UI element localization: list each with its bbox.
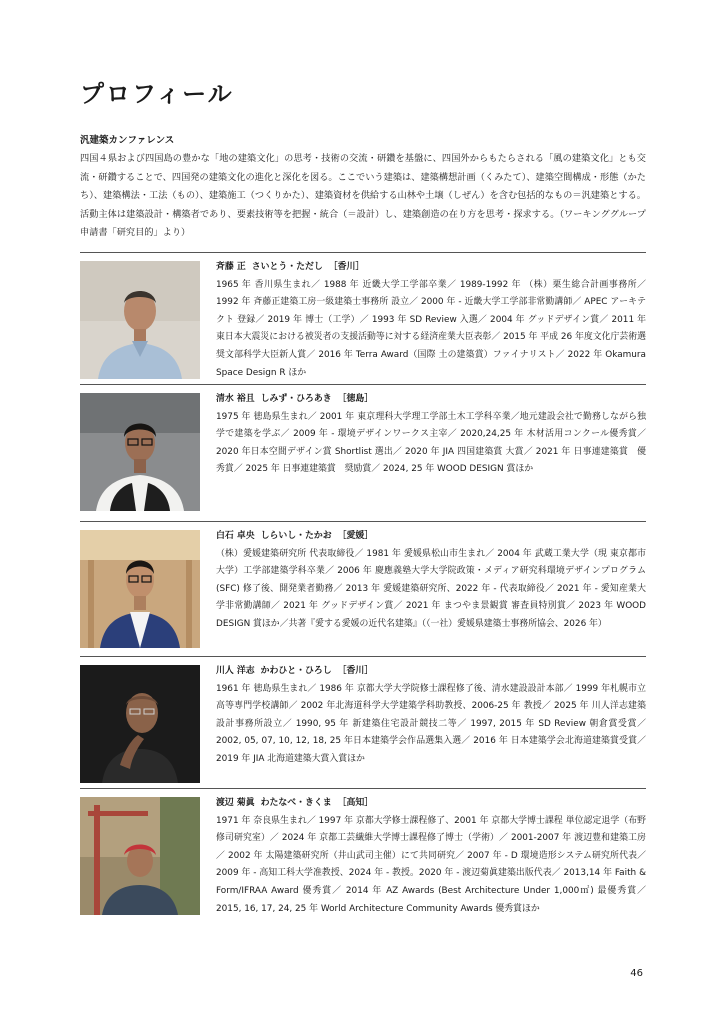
profile-name-line: [216, 795, 646, 813]
profile-entry: [80, 253, 646, 381]
profile-name: 白石 卓央: [216, 531, 255, 541]
profile-entry: [80, 522, 646, 650]
profile-bio: （株）愛媛建築研究所 代表取締役／ 1981 年 愛媛県松山市生まれ／ 2004 年 武蔵工業大学（現 東京都市大学）工学部建築学科卒業／ 2006 年 慶應義塾大学大学院政策・メディア研究科環境デザインプログラム (SFC) 修了後、開発業者勤務／ 2013 年 愛媛建築研究所、2022 年 - 代表取締役／ 2021 年 - 愛知産業大学非常勤講師／ 2021 年 グッドデザイン賞／ 2021 年 まつやま景観賞 審査員特別賞／ 2023 年 WOOD DESIGN 賞ほか／共著『愛する愛媛の近代名建築』（（一社）愛媛県建築士事務所協会、2026 年）: [216, 548, 646, 629]
profile-entry: [80, 789, 646, 939]
page-title: プロフィール: [80, 80, 234, 108]
profile-bio: 1965 年 香川県生まれ／ 1988 年 近畿大学工学部卒業／ 1989-1992 年 （株）栗生総合計画事務所／ 1992 年 斉藤正建築工房一級建築士事務所 設立／ 2000 年 - 近畿大学工学部非常勤講師／ APEC アーキテクト 登録／ 2019 年 博士（工学）／ 1993 年 SD Review 入選／ 2004 年 グッドデザイン賞／ 2011 年 東日本大震災における被災者の支援活動等に対する経済産業大臣表彰／ 2015 年 平成 26 年度文化庁芸術選奨文部科学大臣新人賞／ 2016 年 Terra Award（国際 土の建築賞）ファイナリスト／ 2022 年 Okamura Space Design R ほか: [216, 279, 646, 378]
portrait-photo: [80, 797, 200, 915]
profile-name-line: [216, 663, 646, 681]
page-number: 46: [630, 968, 643, 979]
profile-text: [216, 391, 646, 479]
intro-body: 四国４県および四国島の豊かな「地の建築文化」の思考・技術の交流・研鑽を基盤に、四国外からもたらされる「風の建築文化」とも交流・研鑽することで、四国発の建築文化の進化と深化を図る。ここでいう建築は、建築構想計画（くみたて）、建築空間構成・形態（かたち）、建築構法・工法（もの）、建築施工（つくりかた）、建築資材を供給する山林や土壌（しぜん）を含む包括的なもの＝汎建築とする。活動主体は建築設計・構築者であり、要素技術等を把握・統合（＝設計）し、建築創造の在り方を思考・探求する。（ワーキンググループ申請書「研究目的」より）: [80, 153, 646, 239]
profile-region: ［香川］: [328, 262, 365, 272]
profile-text: [216, 528, 646, 634]
profile-name-line: [216, 528, 646, 546]
portrait-photo: [80, 393, 200, 511]
profile-text: [216, 663, 646, 769]
profile-name-line: [216, 391, 646, 409]
intro-section: [80, 134, 646, 243]
profile-reading: しらいし・たかお: [260, 531, 332, 541]
profile-name: 斉藤 正: [216, 262, 246, 272]
profile-reading: かわひと・ひろし: [260, 666, 332, 676]
profile-text: [216, 259, 646, 382]
profile-name: 清水 裕且: [216, 394, 255, 404]
profile-reading: わたなべ・きくま: [260, 798, 332, 808]
profile-region: ［愛媛］: [337, 531, 374, 541]
profile-text: [216, 795, 646, 918]
portrait-photo: [80, 530, 200, 648]
profile-region: ［香川］: [337, 666, 374, 676]
profile-reading: しみず・ひろあき: [260, 394, 332, 404]
portrait-photo: [80, 665, 200, 783]
profile-entry: [80, 385, 646, 513]
portrait-photo: [80, 261, 200, 379]
profile-name: 渡辺 菊眞: [216, 798, 255, 808]
profile-entry: [80, 657, 646, 785]
profile-name: 川人 洋志: [216, 666, 255, 676]
profile-bio: 1975 年 徳島県生まれ／ 2001 年 東京理科大学理工学部土木工学科卒業／地元建設会社で勤務しながら独学で建築を学ぶ／ 2009 年 - 環境デザインワークス主宰／ 2020,24,25 年 木材活用コンクール優秀賞／ 2020 年日本空間デザイン賞 Shortlist 選出／ 2020 年 JIA 四国建築賞 大賞／ 2021 年 日事連建築賞 優秀賞／ 2025 年 日事連建築賞 奨励賞／ 2024, 25 年 WOOD DESIGN 賞ほか: [216, 411, 646, 475]
profile-bio: 1971 年 奈良県生まれ／ 1997 年 京都大学修士課程修了、2001 年 京都大学博士課程 単位認定退学（布野修司研究室）／ 2024 年 京都工芸繊維大学博士課程修了博士（学術）／ 2001-2007 年 渡辺豊和建築工房／ 2002 年 太陽建築研究所（井山武司主催）にて共同研究／ 2007 年 - D 環境造形システム研究所代表／ 2009 年 - 高知工科大学准教授、2024 年 - 教授。2020 年 - 渡辺菊眞建築出版代表／ 2013,14 年 Faith & Form/IFRAA Award 優秀賞／ 2014 年 AZ Awards (Best Architecture Under 1,000㎡) 最優秀賞／ 2015, 16, 17, 24, 25 年 World Architecture Community Awards 優秀賞ほか: [216, 815, 646, 914]
profile-reading: さいとう・ただし: [251, 262, 323, 272]
profile-bio: 1961 年 徳島県生まれ／ 1986 年 京都大学大学院修士課程修了後、清水建設設計本部／ 1999 年札幌市立高等専門学校講師／ 2002 年北海道科学大学建築学科助教授、2006-25 年 教授／ 2025 年 川人洋志建築設計事務所設立／ 1990, 95 年 新建築住宅設計競技二等／ 1997, 2015 年 SD Review 朝倉賞受賞／ 2002, 05, 07, 10, 12, 18, 25 年日本建築学会作品選集入選／ 2016 年 日本建築学会北海道建築賞受賞／ 2019 年 JIA 北海道建築大賞入賞ほか: [216, 683, 646, 764]
profile-name-line: [216, 259, 646, 277]
profile-region: ［高知］: [337, 798, 374, 808]
profile-region: ［徳島］: [337, 394, 374, 404]
intro-heading: 汎建築カンファレンス: [80, 135, 175, 146]
